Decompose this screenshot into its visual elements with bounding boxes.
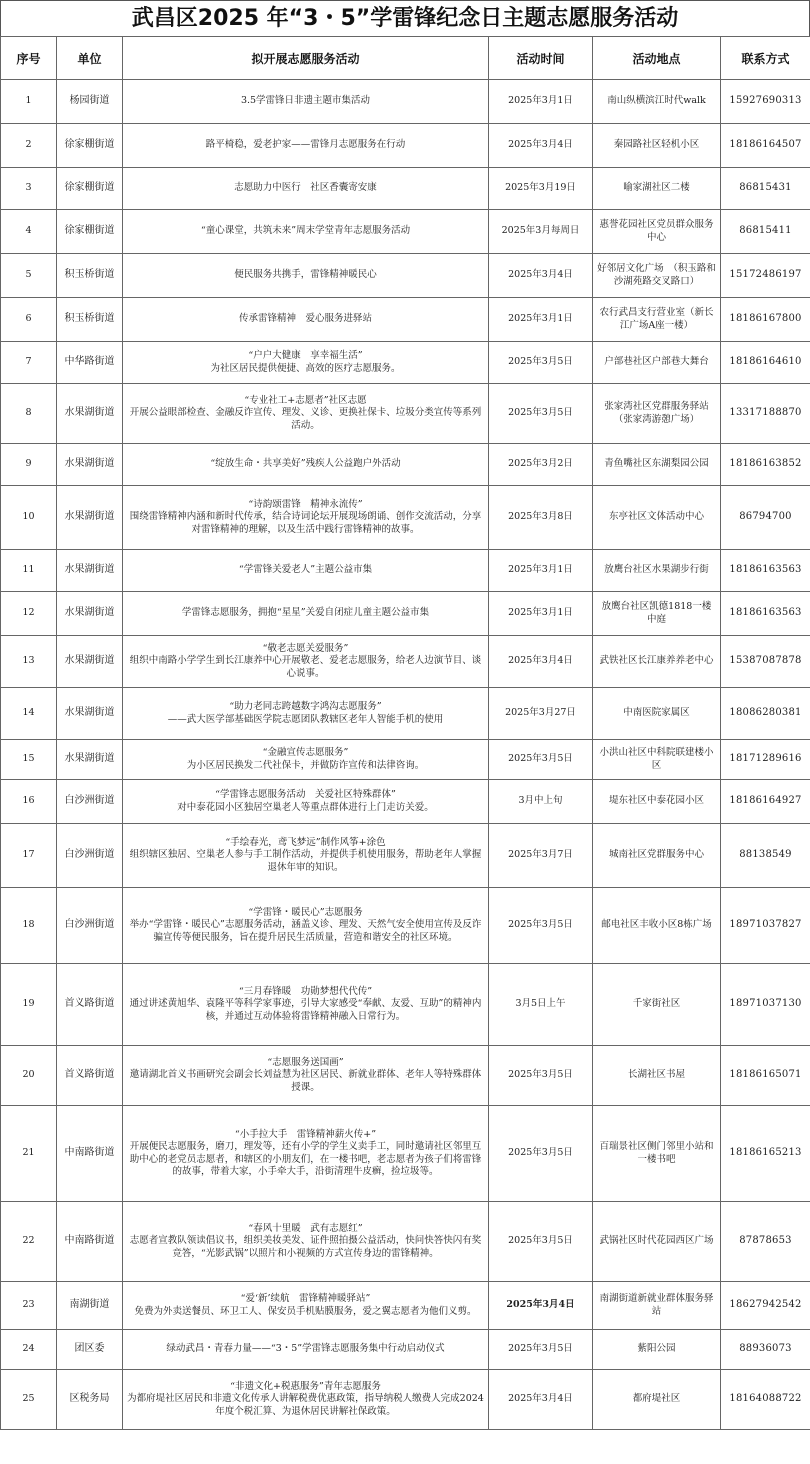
- row-time: 2025年3月27日: [489, 688, 593, 740]
- row-activity: [123, 1370, 489, 1430]
- row-place: 堤东社区中泰花园小区: [593, 780, 721, 824]
- row-unit: 水果湖街道: [57, 486, 123, 550]
- row-activity: [123, 1106, 489, 1202]
- activity-line: 对中泰花园小区独居空巢老人等重点群体进行上门走访关爱。: [177, 801, 434, 813]
- table-row: [1, 688, 810, 740]
- row-activity: [123, 168, 489, 210]
- row-unit: 南湖街道: [57, 1282, 123, 1330]
- activity-line: 组织辖区独居、空巢老人参与手工制作活动，并提供手机使用服务，帮助老年人掌握退休年审的知识。: [129, 849, 482, 873]
- row-number: 15: [1, 740, 57, 780]
- activity-line: 围绕雷锋精神内涵和新时代传承，结合诗词论坛开展现场朗诵、创作交流活动，分享对雷锋精神的理解，以及生活中践行雷锋精神的故事。: [129, 511, 482, 535]
- row-place: 好邻居文化广场 （积玉路和沙湖苑路交叉路口）: [593, 254, 721, 298]
- row-unit: 中华路街道: [57, 342, 123, 384]
- row-activity: [123, 592, 489, 636]
- row-unit: 白沙洲街道: [57, 780, 123, 824]
- row-unit: 团区委: [57, 1330, 123, 1370]
- row-activity: [123, 342, 489, 384]
- row-place: 东亭社区文体活动中心: [593, 486, 721, 550]
- table-row: [1, 254, 810, 298]
- activity-line: “绽放生命・共享美好”残疾人公益跑户外活动: [210, 458, 401, 470]
- row-contact: 18971037827: [721, 888, 810, 964]
- table-row: [1, 550, 810, 592]
- row-place: 南湖街道新就业群体服务驿站: [593, 1282, 721, 1330]
- table-row: [1, 124, 810, 168]
- row-place: 喻家湖社区二楼: [593, 168, 721, 210]
- row-unit: 徐家棚街道: [57, 210, 123, 254]
- row-time: 2025年3月4日: [489, 636, 593, 688]
- row-contact: 18186165071: [721, 1046, 810, 1106]
- row-unit: 徐家棚街道: [57, 168, 123, 210]
- activity-line: 免费为外卖送餐员、环卫工人、保安员手机贴膜服务，爱之翼志愿者为他们义剪。: [134, 1305, 477, 1317]
- row-activity: [123, 740, 489, 780]
- row-contact: 18186164927: [721, 780, 810, 824]
- table-row: [1, 444, 810, 486]
- header-no: 序号: [1, 37, 57, 80]
- row-number: 16: [1, 780, 57, 824]
- activity-line: 开展便民志愿服务，磨刀，理发等，还有小学的学生义卖手工，同时邀请社区邻里互助中心的老党员志愿者，和辖区的小朋友们，在一楼书吧，老志愿者为孩子们将雷锋的故事，带着大家，小手牵大手，沿街清理牛皮癣，捡垃圾等。: [129, 1141, 482, 1177]
- row-number: 22: [1, 1202, 57, 1282]
- row-time: 2025年3月7日: [489, 824, 593, 888]
- row-place: 农行武昌支行营业室（新长江广场A座一楼）: [593, 298, 721, 342]
- row-time: 2025年3月5日: [489, 342, 593, 384]
- activity-line: “童心课堂，共筑未来”周末学堂青年志愿服务活动: [200, 225, 411, 237]
- row-activity: [123, 444, 489, 486]
- table-row: [1, 384, 810, 444]
- row-contact: 86815431: [721, 168, 810, 210]
- table-row: [1, 1202, 810, 1282]
- table-row: [1, 210, 810, 254]
- row-activity: [123, 80, 489, 124]
- activity-line: “爱‘新’续航 雷锋精神暖驿站”: [240, 1293, 371, 1304]
- row-contact: 88936073: [721, 1330, 810, 1370]
- activity-line: “三月春锋暖 功勋梦想代代传”: [238, 985, 373, 997]
- activity-line: “学雷锋志愿服务活动 关爱社区特殊群体”: [215, 789, 396, 800]
- activity-line: “户户大健康 享幸福生活”: [248, 350, 363, 361]
- row-place: 武铁社区长江康养养老中心: [593, 636, 721, 688]
- row-number: 14: [1, 688, 57, 740]
- table-row: [1, 780, 810, 824]
- table-row: [1, 824, 810, 888]
- row-unit: 中南路街道: [57, 1202, 123, 1282]
- row-contact: 88138549: [721, 824, 810, 888]
- row-place: 南山纵横滨江时代walk: [593, 80, 721, 124]
- header-place: 活动地点: [593, 37, 721, 80]
- row-time: 3月5日上午: [489, 964, 593, 1046]
- row-place: 武锅社区时代花园西区广场: [593, 1202, 721, 1282]
- row-unit: 首义路街道: [57, 964, 123, 1046]
- row-number: 2: [1, 124, 57, 168]
- row-place: 百瑞景社区侧门邻里小站和一楼书吧: [593, 1106, 721, 1202]
- document-title: 武昌区2025 年“3・5”学雷锋纪念日主题志愿服务活动: [0, 0, 810, 36]
- table-row: [1, 888, 810, 964]
- row-activity: [123, 1330, 489, 1370]
- activity-line: 志愿助力中医行 社区香囊寄安康: [234, 182, 377, 194]
- activity-line: 为都府堤社区居民和非遗文化传承人讲解税费优惠政策，指导纳税人缴费人完成2024年度个税汇算、为退休居民讲解社保政策。: [127, 1393, 484, 1417]
- row-contact: 15387087878: [721, 636, 810, 688]
- activity-line: “学雷锋・暖民心”志愿服务: [248, 906, 363, 918]
- row-time: 2025年3月4日: [489, 124, 593, 168]
- activity-table: [0, 36, 810, 1430]
- activity-line: “专业社工+志愿者”社区志愿: [244, 394, 367, 406]
- row-time: 2025年3月4日: [489, 254, 593, 298]
- row-unit: 积玉桥街道: [57, 298, 123, 342]
- activity-line: “非遗文化+税惠服务”青年志愿服务: [230, 1380, 381, 1392]
- row-time: 2025年3月19日: [489, 168, 593, 210]
- row-unit: 中南路街道: [57, 1106, 123, 1202]
- activity-line: 开展公益眼部检查、金融反诈宣传、理发、义诊、更换社保卡、垃圾分类宣传等系列活动。: [129, 407, 482, 431]
- row-place: 放鹰台社区凯德1818一楼中庭: [593, 592, 721, 636]
- table-row: [1, 1330, 810, 1370]
- row-activity: [123, 636, 489, 688]
- row-number: 10: [1, 486, 57, 550]
- row-number: 7: [1, 342, 57, 384]
- table-row: [1, 1370, 810, 1430]
- row-place: 小洪山社区中科院联建楼小区: [593, 740, 721, 780]
- row-contact: 18164088722: [721, 1370, 810, 1430]
- activity-line: “志愿服务送国画”: [267, 1056, 344, 1068]
- row-contact: 18186163563: [721, 592, 810, 636]
- row-number: 23: [1, 1282, 57, 1330]
- row-activity: [123, 1046, 489, 1106]
- row-place: 户部巷社区户部巷大舞台: [593, 342, 721, 384]
- row-contact: 13317188870: [721, 384, 810, 444]
- row-unit: 水果湖街道: [57, 688, 123, 740]
- row-contact: 87878653: [721, 1202, 810, 1282]
- activity-line: “诗韵颂雷锋 精神永流传”: [248, 498, 363, 510]
- row-time: 2025年3月4日: [489, 1370, 593, 1430]
- table-row: [1, 1106, 810, 1202]
- row-contact: 18186165213: [721, 1106, 810, 1202]
- row-time: 2025年3月1日: [489, 550, 593, 592]
- row-place: 千家街社区: [593, 964, 721, 1046]
- table-row: [1, 168, 810, 210]
- header-contact: 联系方式: [721, 37, 810, 80]
- activity-line: “学雷锋关爱老人”主题公益市集: [238, 564, 373, 576]
- row-place: 中南医院家属区: [593, 688, 721, 740]
- row-number: 20: [1, 1046, 57, 1106]
- row-number: 1: [1, 80, 57, 124]
- row-contact: 18186163852: [721, 444, 810, 486]
- row-activity: [123, 1202, 489, 1282]
- activity-line: 3.5学雷锋日非遗主题市集活动: [240, 95, 371, 107]
- row-contact: 18186167800: [721, 298, 810, 342]
- row-time: 2025年3月1日: [489, 80, 593, 124]
- row-time: 2025年3月5日: [489, 740, 593, 780]
- row-activity: [123, 964, 489, 1046]
- table-row: [1, 636, 810, 688]
- row-number: 6: [1, 298, 57, 342]
- row-time: 2025年3月5日: [489, 1202, 593, 1282]
- row-contact: 18186163563: [721, 550, 810, 592]
- activity-line: 举办“学雷锋・暖民心”志愿服务活动，涵盖义诊、理发、天然气安全使用宣传及反诈骗宣传等便民服务，旨在提升居民生活质量，营造和谐安全的社区环境。: [129, 919, 482, 943]
- activity-line: “春风十里暖 武有志愿红”: [248, 1222, 363, 1234]
- activity-line: “金融宣传志愿服务”: [262, 747, 349, 758]
- row-place: 秦园路社区轻机小区: [593, 124, 721, 168]
- row-activity: [123, 254, 489, 298]
- row-time: 2025年3月4日: [489, 1282, 593, 1330]
- table-header-row: [1, 37, 810, 80]
- row-activity: [123, 550, 489, 592]
- row-time: 2025年3月1日: [489, 298, 593, 342]
- table-row: [1, 1046, 810, 1106]
- row-number: 11: [1, 550, 57, 592]
- row-unit: 杨园街道: [57, 80, 123, 124]
- row-contact: 86794700: [721, 486, 810, 550]
- row-activity: [123, 824, 489, 888]
- activity-line: 路平椅稳，爱老护家——雷锋月志愿服务在行动: [205, 139, 406, 151]
- table-row: [1, 964, 810, 1046]
- row-number: 21: [1, 1106, 57, 1202]
- row-time: 2025年3月5日: [489, 1106, 593, 1202]
- row-contact: 18171289616: [721, 740, 810, 780]
- row-activity: [123, 486, 489, 550]
- row-unit: 首义路街道: [57, 1046, 123, 1106]
- row-contact: 18186164507: [721, 124, 810, 168]
- row-activity: [123, 688, 489, 740]
- row-time: 2025年3月每周日: [489, 210, 593, 254]
- table-row: [1, 80, 810, 124]
- row-place: 紫阳公园: [593, 1330, 721, 1370]
- row-contact: 18627942542: [721, 1282, 810, 1330]
- row-unit: 积玉桥街道: [57, 254, 123, 298]
- activity-line: 邀请湖北首义书画研究会副会长刘益慧为社区居民、新就业群体、老年人等特殊群体授课。: [129, 1069, 482, 1093]
- row-unit: 区税务局: [57, 1370, 123, 1430]
- row-unit: 徐家棚街道: [57, 124, 123, 168]
- row-activity: [123, 298, 489, 342]
- activity-line: “手绘春光，鸢飞梦远”制作风筝+涂色: [225, 836, 386, 848]
- row-unit: 水果湖街道: [57, 740, 123, 780]
- table-row: [1, 342, 810, 384]
- activity-line: “助力老同志跨越数字鸿沟志愿服务”: [229, 701, 382, 712]
- row-time: 2025年3月5日: [489, 1330, 593, 1370]
- header-time: 活动时间: [489, 37, 593, 80]
- activity-line: 通过讲述黄旭华、袁隆平等科学家事迹，引导大家感受“奉献、友爱、互助”的精神内核，并通过互动体验将雷锋精神融入日常行为。: [129, 998, 482, 1022]
- row-activity: [123, 1282, 489, 1330]
- row-contact: 86815411: [721, 210, 810, 254]
- header-unit: 单位: [57, 37, 123, 80]
- table-row: [1, 298, 810, 342]
- row-contact: 18971037130: [721, 964, 810, 1046]
- row-place: 城南社区党群服务中心: [593, 824, 721, 888]
- row-time: 2025年3月8日: [489, 486, 593, 550]
- activity-line: 为社区居民提供便捷、高效的医疗志愿服务。: [210, 362, 401, 374]
- row-unit: 水果湖街道: [57, 444, 123, 486]
- row-time: 2025年3月5日: [489, 888, 593, 964]
- row-time: 2025年3月2日: [489, 444, 593, 486]
- activity-line: ——武大医学部基础医学院志愿团队教辖区老年人智能手机的使用: [167, 713, 444, 725]
- row-unit: 白沙洲街道: [57, 888, 123, 964]
- row-number: 19: [1, 964, 57, 1046]
- row-activity: [123, 210, 489, 254]
- row-number: 17: [1, 824, 57, 888]
- row-unit: 水果湖街道: [57, 384, 123, 444]
- row-place: 惠誉花园社区党员群众服务中心: [593, 210, 721, 254]
- row-place: 青鱼嘴社区东湖梨园公园: [593, 444, 721, 486]
- row-time: 2025年3月5日: [489, 384, 593, 444]
- row-time: 3月中上旬: [489, 780, 593, 824]
- activity-line: 传承雷锋精神 爱心服务进驿站: [238, 313, 372, 325]
- table-row: [1, 486, 810, 550]
- row-time: 2025年3月1日: [489, 592, 593, 636]
- table-row: [1, 1282, 810, 1330]
- activity-line: 为小区居民换发二代社保卡，并做防诈宣传和法律咨询。: [186, 759, 425, 771]
- row-activity: [123, 888, 489, 964]
- row-unit: 水果湖街道: [57, 550, 123, 592]
- row-contact: 18086280381: [721, 688, 810, 740]
- row-number: 8: [1, 384, 57, 444]
- row-activity: [123, 384, 489, 444]
- header-activity: 拟开展志愿服务活动: [123, 37, 489, 80]
- activity-line: 组织中南路小学学生到长江康养中心开展敬老、爱老志愿服务，给老人边演节目、谈心说事。: [129, 655, 482, 679]
- activity-line: 志愿者宣教队领读倡议书，组织美妆美发、证件照拍摄公益活动，快问快答快闪有奖竞答，“光影武锅”以照片和小视频的方式宣传身边的雷锋精神。: [129, 1235, 482, 1259]
- row-unit: 白沙洲街道: [57, 824, 123, 888]
- row-number: 25: [1, 1370, 57, 1430]
- row-number: 5: [1, 254, 57, 298]
- row-number: 9: [1, 444, 57, 486]
- row-number: 18: [1, 888, 57, 964]
- row-number: 12: [1, 592, 57, 636]
- row-contact: 15927690313: [721, 80, 810, 124]
- activity-line: 学雷锋志愿服务，拥抱“星星”关爱自闭症儿童主题公益市集: [181, 607, 430, 619]
- row-place: 张家湾社区党群服务驿站（张家湾游憩广场）: [593, 384, 721, 444]
- activity-line: 绿动武昌・青春力量——“3・5”学雷锋志愿服务集中行动启动仪式: [166, 1343, 445, 1355]
- table-body: [1, 80, 810, 1430]
- row-number: 3: [1, 168, 57, 210]
- row-unit: 水果湖街道: [57, 592, 123, 636]
- row-number: 13: [1, 636, 57, 688]
- row-activity: [123, 780, 489, 824]
- row-number: 4: [1, 210, 57, 254]
- activity-line: 便民服务共携手，雷锋精神暖民心: [234, 269, 377, 281]
- row-contact: 15172486197: [721, 254, 810, 298]
- row-activity: [123, 124, 489, 168]
- row-place: 放鹰台社区水果湖步行街: [593, 550, 721, 592]
- activity-line: “小手拉大手 雷锋精神薪火传+”: [234, 1128, 377, 1140]
- row-place: 长湖社区书屋: [593, 1046, 721, 1106]
- row-time: 2025年3月5日: [489, 1046, 593, 1106]
- row-place: 都府堤社区: [593, 1370, 721, 1430]
- activity-line: “敬老志愿关爱服务”: [262, 642, 349, 654]
- row-contact: 18186164610: [721, 342, 810, 384]
- row-place: 邮电社区丰收小区8栋广场: [593, 888, 721, 964]
- table-row: [1, 740, 810, 780]
- row-number: 24: [1, 1330, 57, 1370]
- row-unit: 水果湖街道: [57, 636, 123, 688]
- table-row: [1, 592, 810, 636]
